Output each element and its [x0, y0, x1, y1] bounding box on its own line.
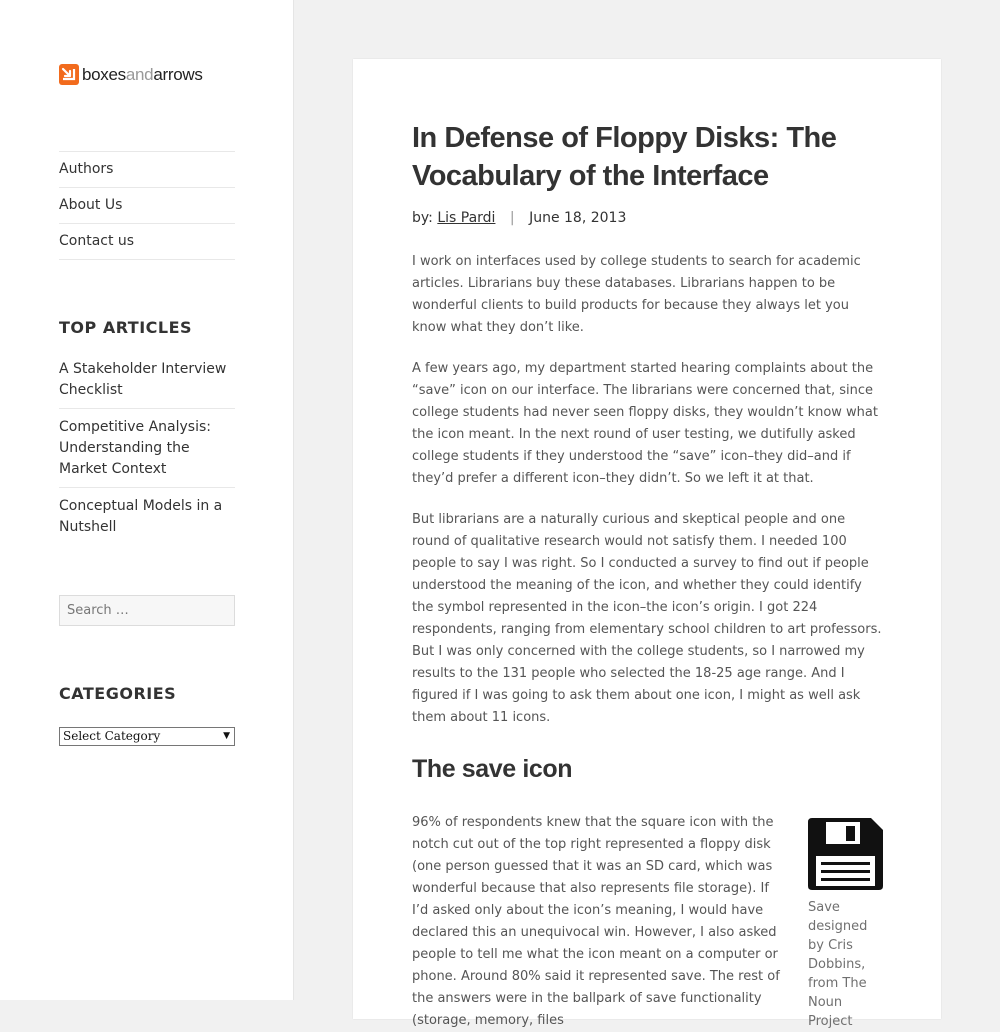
figure-caption: Save designed by Cris Dobbins, from The Noun Project: [808, 900, 868, 1029]
logo-icon: [59, 64, 79, 85]
article-title: In Defense of Floppy Disks: The Vocabulary of the Interface: [412, 122, 837, 192]
top-article-link[interactable]: Conceptual Models in a Nutshell: [59, 498, 223, 535]
byline-label: by:: [412, 210, 433, 226]
nav-item-authors[interactable]: Authors: [59, 151, 235, 187]
meta-separator: |: [509, 210, 515, 226]
top-article-link[interactable]: A Stakeholder Interview Checklist: [59, 359, 235, 409]
dropdown-arrow-icon: ▼: [223, 731, 230, 741]
top-article-link[interactable]: Competitive Analysis: Understanding the Market Context: [59, 417, 235, 488]
article-paragraph-1: I work on interfaces used by college students to search for academic articles. Librarians buy these databases. Librarians happen to be wonderful clients to build products for because they always let you know what they don’t like.: [412, 254, 861, 335]
article-paragraph-2: A few years ago, my department started hearing complaints about the “save” icon on our interface. The librarians were concerned that, since college students had never seen floppy disks, they wouldn’t know what the icon meant. In the next round of user testing, we dutifully asked college students if they understood the “save” icon–they did–and if they’d prefer a different icon–they didn’t. So we left it at that.: [412, 361, 878, 486]
top-articles-title: TOP ARTICLES: [59, 318, 193, 337]
section-heading-save-icon: The save icon: [412, 755, 573, 783]
nav-item-contact-us[interactable]: Contact us: [59, 223, 235, 260]
nav-item-about-us[interactable]: About Us: [59, 187, 235, 223]
article-meta: [412, 210, 626, 226]
top-articles-list: [59, 359, 235, 553]
article-date: June 18, 2013: [529, 210, 627, 226]
category-select[interactable]: [59, 727, 235, 746]
article-paragraph-4: 96% of respondents knew that the square icon with the notch cut out of the top right represented a floppy disk (one person guessed that it was an SD card, which was wonderful because that also represents file storage). If I’d asked only about the icon’s meaning, I would have declared this an unequivocal win. However, I also asked people to tell me what the icon meant on a computer or phone. Around 80% said it represented save. The rest of the answers were in the ballpark of save functionality (storage, memory, files: [412, 815, 780, 1028]
logo-text: boxesandarrows: [82, 64, 203, 84]
site-logo[interactable]: [59, 64, 203, 85]
search-input[interactable]: Search …: [59, 595, 235, 626]
category-select-value: Select Category: [63, 729, 161, 743]
article-paragraph-3: But librarians are a naturally curious and skeptical people and one round of qualitative research would not satisfy them. I needed 100 people to say I was right. So I conducted a survey to find out if people understood the meaning of the icon, and whether they could identify the symbol represented in the icon–the icon’s origin. I got 224 respondents, ranging from elementary school children to art professors. But I was only concerned with the college students, so I narrowed my results to the 131 people who selected the 18-25 age range. And I figured if I was going to ask them about one icon, I might as well ask them about 11 icons.: [412, 512, 882, 725]
categories-title: CATEGORIES: [59, 684, 177, 703]
article-card: [353, 59, 941, 1029]
floppy-figure: [808, 818, 886, 1031]
sidebar: [0, 0, 294, 1000]
author-link[interactable]: Lis Pardi: [437, 210, 496, 226]
main-nav: [59, 151, 235, 260]
floppy-disk-icon: [808, 818, 883, 890]
